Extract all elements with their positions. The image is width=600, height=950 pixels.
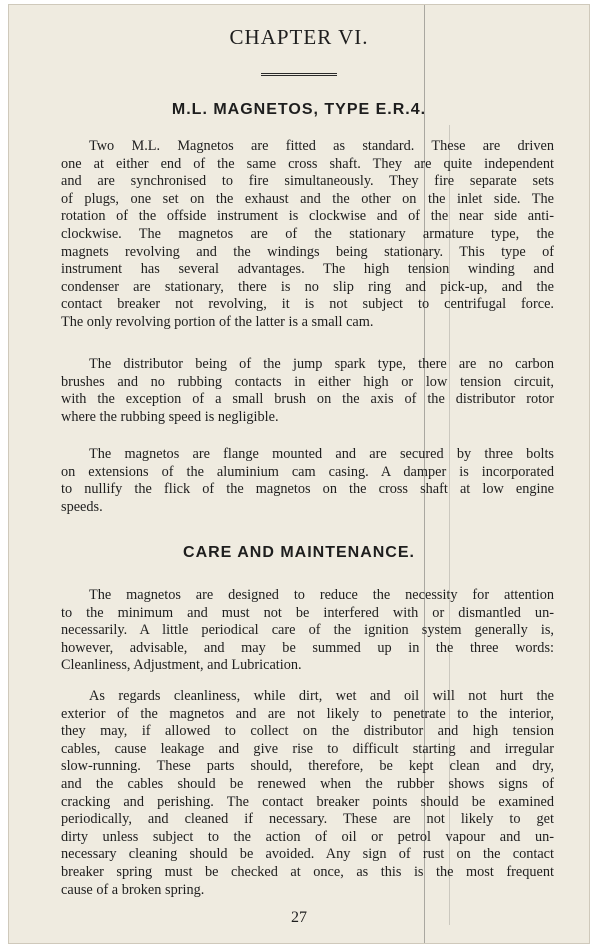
text-line: clockwise. The magnetos are of the stationary armature type, the [61,225,554,242]
text-line: periodically, and cleaned if necessary. These are not likely to get [61,811,554,828]
text-line: on extensions of the aluminium cam casing. A damper is incorporated [61,463,554,480]
text-line: Cleanliness, Adjustment, and Lubrication. [61,657,302,674]
text-line: they may, if allowed to collect on the distributor and high tension [61,723,554,740]
text-line: As regards cleanliness, while dirt, wet and oil will not hurt the [89,688,554,704]
text-line: and are synchronised to fire simultaneously. They fire separate sets [61,173,554,190]
page-number: 27 [291,909,307,926]
section-heading-magnetos: M.L. MAGNETOS, TYPE E.R.4. [171,101,427,118]
text-line: instrument has several advantages. The high tension winding and [61,261,554,278]
paragraph [61,688,554,899]
chapter-title: CHAPTER VI. [229,25,369,49]
text-line: where the rubbing speed is negligible. [61,408,279,425]
text-line: cause of a broken spring. [61,881,205,898]
text-line: The magnetos are flange mounted and are secured by three bolts [89,446,554,462]
section-heading-care: CARE AND MAINTENANCE. [183,544,415,561]
paragraph [61,587,554,675]
text-line: Two M.L. Magnetos are fitted as standard. These are driven [89,138,554,154]
text-line: condenser are stationary, there is no slip ring and pick-up, and the [61,278,554,295]
text-line: rotation of the offside instrument is clockwise and of the near side anti- [61,208,554,225]
text-line: The only revolving portion of the latter is a small cam. [61,313,374,330]
text-line: cables, cause leakage and give rise to difficult starting and irregular [61,740,554,757]
paragraph [61,138,554,332]
text-line: magnets revolving and the windings being stationary. This type of [61,243,554,260]
text-line: breaker spring must be checked at once, as this is the most frequent [61,863,554,880]
text-line: and the cables should be renewed when the rubber shows signs of [61,775,554,792]
paragraph [61,356,554,426]
text-line: to the minimum and must not be interfered with or dismantled un- [61,604,554,621]
paragraph [61,446,554,516]
text-line: to nullify the flick of the magnetos on the cross shaft at low engine [61,481,554,498]
text-line: of plugs, one set on the exhaust and the other on the inlet side. The [61,190,554,207]
text-line: necessary cleaning should be avoided. Any sign of rust on the contact [61,846,554,863]
text-line: exterior of the magnetos and are not likely to penetrate to the interior, [61,705,554,722]
text-line: one at either end of the same cross shaft. They are quite independent [61,155,554,172]
text-line: necessarily. A little periodical care of the ignition system generally is, [61,622,554,639]
text-line: speeds. [61,498,103,515]
book-page [8,4,590,944]
text-line: with the exception of a small brush on the axis of the distributor rotor [61,391,554,408]
text-line: brushes and no rubbing contacts in either high or low tension circuit, [61,373,554,390]
text-line: however, advisable, and may be summed up in the three words: [61,639,554,656]
text-line: The distributor being of the jump spark type, there are no carbon [89,356,554,372]
text-line: slow-running. These parts should, therefore, be kept clean and dry, [61,758,554,775]
text-line: contact breaker not revolving, it is not subject to centrifugal force. [61,296,554,313]
divider-rule [261,73,337,76]
text-line: dirty unless subject to the action of oil or petrol vapour and un- [61,828,554,845]
text-line: cracking and perishing. The contact breaker points should be examined [61,793,554,810]
text-line: The magnetos are designed to reduce the necessity for attention [89,587,554,603]
